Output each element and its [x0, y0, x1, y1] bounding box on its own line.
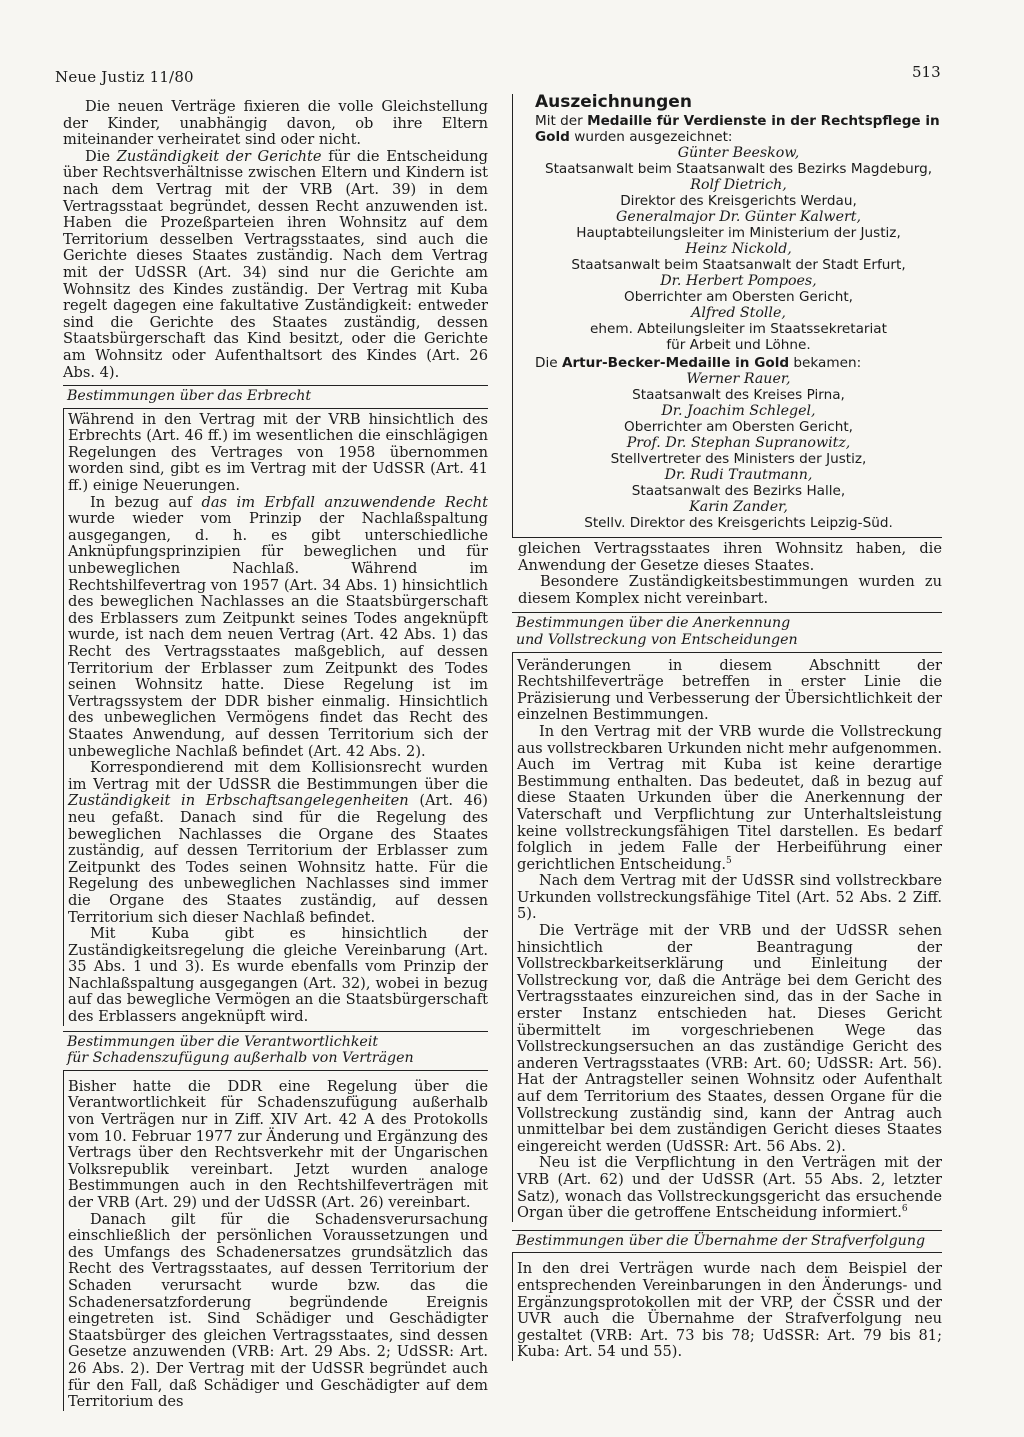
awards-box: [512, 94, 942, 538]
text-span: Korrespondierend mit dem Kollisionsrecht wurden im Vertrag mit der UdSSR die Bestimmungen über die: [68, 759, 488, 793]
section-heading-anerkennung: [512, 613, 942, 651]
section-body: [512, 1253, 942, 1361]
text-span: Die: [85, 147, 117, 165]
medal-name: Artur-Becker-Medaille in Gold: [561, 355, 790, 371]
paragraph: Während in den Vertrag mit der VRB hinsichtlich des Erbrechts (Art. 46 ff.) im wesentlichen die einschlägigen Regelungen des Vertrages von 1958 übernommen worden sind, gibt es im Vertrag mit der UdSSR (Art. 41 ff.) einige Neuerungen.: [68, 410, 488, 495]
paragraph: [68, 495, 488, 761]
awardee-name: Heinz Nickold,: [685, 241, 792, 257]
award-role: Staatsanwalt des Kreises Pirna,: [632, 387, 845, 403]
paragraph: [63, 149, 488, 381]
award-role: Staatsanwalt beim Staatsanwalt der Stadt Erfurt,: [571, 257, 906, 273]
becker-medal-list: [535, 371, 942, 531]
paragraph: In den drei Verträgen wurde nach dem Beispiel der entsprechenden Vereinbarungen in den Änderungs- und Ergänzungsprotokollen mit der VRP, der ČSSR und der UVR auch die Übernahme der Strafverfolgung neu gestaltet (VRB: Art. 73 bis 78; UdSSR: Art. 79 bis 81; Kuba: Art. 54 und 55).: [517, 1260, 942, 1361]
awardee-name: Günter Beeskow,: [677, 145, 800, 161]
awardee-name: Rolf Dietrich,: [690, 177, 787, 193]
paragraph: Die Verträge mit der VRB und der UdSSR sehen hinsichtlich der Beantragung der Vollstreckbarkeitserklärung und Einleitung der Vollstreckung vor, daß die Anträge bei dem Gericht des Vertragsstaates einzureichen sind, das in der Sache in erster Instanz entschieden hat. Dieses Gericht übermittelt im vorgeschriebenen Wege das Vollstreckungsersuchen an das zuständige Gericht des anderen Vertragsstaates (VRB: Art. 60; UdSSR: Art. 56). Hat der Antragsteller seinen Wohnsitz oder Aufenthalt auf dem Territorium des Staates, dessen Organe für die Vollstreckung zuständig sind, kann der Antrag auch unmittelbar bei dem zuständigen Gericht dieses Staates eingereicht werden (UdSSR: Art. 56 Abs. 2).: [517, 922, 942, 1155]
paragraph: Mit Kuba gibt es hinsichtlich der Zuständigkeitsregelung die gleiche Vereinbarung (Art. 35 Abs. 1 und 3). Es wurde ebenfalls vom Prinzip der Nachlaßspaltung ausgegangen (Art. 32), wobei in bezug auf das bewegliche Vermögen an die Staatsbürgerschaft des Erblassers angeknüpft wird.: [68, 925, 488, 1026]
awardee-name: Werner Rauer,: [686, 371, 791, 387]
text-span: wurde wieder vom Prinzip der Nachlaßspaltung ausgegangen, d. h. es gibt unterschiedliche Anknüpfungsprinzipien für beweglichen und für unbeweglichen Nachlaß. Während im Rechtshilfevertrag von 1957 (Art. 34 Abs. 1) hinsichtlich des beweglichen Nachlasses an die Staatsbürgerschaft des Erblassers zum Zeitpunkt seines Todes angeknüpft wurde, ist nach dem neuen Vertrag (Art. 42 Abs. 1) das Recht des Vertragsstaates maßgeblich, auf dessen Territorium der Erblasser zum Zeitpunkt des Todes seinen Wohnsitz hatte. Diese Regelung ist im Vertragssystem der DDR bisher einmalig. Hinsichtlich des unbeweglichen Vermögens findet das Recht des Staates Anwendung, auf dessen Territorium sich der unbewegliche Nachlaß befindet (Art. 42 Abs. 2).: [68, 510, 488, 760]
awardee-name: Prof. Dr. Stephan Supranowitz,: [626, 435, 851, 451]
text-span: Neu ist die Verpflichtung in den Verträgen mit der VRB (Art. 62) und der UdSSR (Art. 55 Abs. 2, letzter Satz), wonach das Vollstreckungsgericht das ersuchende Organ über die getroffene Entscheidung informiert.: [517, 1154, 942, 1222]
footnote-marker: 5: [726, 855, 732, 866]
text-span: Mit der: [535, 113, 588, 129]
paragraph: Besondere Zuständigkeitsbestimmungen wurden zu diesem Komplex nicht vereinbart.: [518, 573, 942, 607]
paragraph: Veränderungen in diesem Abschnitt der Rechtshilfeverträge betreffen in erster Linie die Präzisierung und Verbesserung der Übersichtlichkeit der einzelnen Bestimmungen.: [517, 656, 942, 724]
paragraph: Nach dem Vertrag mit der UdSSR sind vollstreckbare Urkunden vollstreckungsfähige Titel (Art. 52 Abs. 2 Ziff. 5).: [517, 872, 942, 923]
awards-title: Auszeichnungen: [535, 92, 692, 112]
award-role: Staatsanwalt des Bezirks Halle,: [631, 483, 846, 499]
text-span: In den Vertrag mit der VRB wurde die Vollstreckung aus vollstreckbaren Urkunden nicht mehr aufgenommen. Auch im Vertrag mit Kuba ist keine derartige Bestimmung enthalten. Das bedeutet, daß in bezug auf diese Staaten Urkunden über die Anerkennung der Vaterschaft und Verpflichtung zur Unterhaltsleistung keine vollstreckungsfähigen Titel darstellen. Es bedarf folglich in jedem Falle der Herbeiführung einer gerichtlichen Entscheidung.: [517, 722, 942, 873]
section-body: [512, 653, 942, 1222]
award-role: Staatsanwalt beim Staatsanwalt des Bezirks Magdeburg,: [544, 161, 933, 177]
paragraph: gleichen Vertragsstaates ihren Wohnsitz haben, die Anwendung der Gesetze dieses Staates.: [518, 540, 942, 574]
section-heading-verantwortlichkeit: [63, 1032, 488, 1070]
heading-line: und Vollstreckung von Entscheidungen: [516, 631, 798, 648]
award-role: Direktor des Kreisgerichts Werdau,: [620, 193, 857, 209]
text-span: Die: [535, 355, 562, 371]
text-span: In bezug auf: [90, 493, 202, 511]
emphasis: Zuständigkeit in Erbschaftsangelegenheiten: [68, 792, 409, 810]
running-header: Neue Justiz 11/80: [55, 68, 194, 86]
text-span: wurden ausgezeichnet:: [569, 129, 733, 145]
awards-intro: [535, 113, 942, 145]
awardee-name: Generalmajor Dr. Günter Kalwert,: [616, 209, 861, 225]
becker-intro: [535, 355, 942, 371]
award-role: Oberrichter am Obersten Gericht,: [624, 419, 853, 435]
section-body: [63, 409, 488, 1026]
paragraph: Die neuen Verträge fixieren die volle Gleichstellung der Kinder, unabhängig davon, ob ihre Eltern miteinander verheiratet sind oder nicht.: [63, 98, 488, 149]
awardee-name: Dr. Rudi Trautmann,: [664, 467, 813, 483]
right-column: [512, 541, 942, 1361]
paragraph: [517, 1155, 942, 1221]
footnote-marker: 6: [901, 1204, 908, 1215]
award-role: für Arbeit und Löhne.: [666, 337, 811, 353]
award-role: Oberrichter am Obersten Gericht,: [624, 289, 853, 305]
left-column: [63, 99, 488, 1411]
section-heading-strafverfolgung: Bestimmungen über die Übernahme der Strafverfolgung: [516, 1232, 926, 1249]
award-role: Hauptabteilungsleiter im Ministerium der Justiz,: [576, 225, 901, 241]
awardee-name: Karin Zander,: [689, 499, 788, 515]
paragraph: Bisher hatte die DDR eine Regelung über die Verantwortlichkeit für Schadenszufügung außerhalb von Verträgen nur in Ziff. XIV Art. 42 A des Protokolls vom 10. Februar 1977 zur Änderung und Ergänzung des Vertrags über den Rechtsverkehr mit der Ungarischen Volksrepublik vereinbart. Jetzt wurden analoge Bestimmungen auch in den Rechtshilfeverträgen mit der VRB (Art. 29) und der UdSSR (Art. 26) vereinbart.: [68, 1077, 488, 1211]
section-body: [63, 1071, 488, 1411]
awardee-name: Alfred Stolle,: [691, 305, 786, 321]
paragraph: Danach gilt für die Schadensverursachung einschließlich der persönlichen Voraussetzungen und des Umfangs des Schadenersatzes grundsätzlich das Recht des Vertragsstaates, auf dessen Territorium der Schaden verursacht wurde bzw. das die Schadenersatzforderung begründende Ereignis eingetreten ist. Sind Schädiger und Geschädigter Staatsbürger des gleichen Vertragsstaates, sind dessen Gesetze anzuwenden (VRB: Art. 29 Abs. 2; UdSSR: Art. 26 Abs. 2). Der Vertrag mit der UdSSR begründet auch für den Fall, daß Schädiger und Geschädigter auf dem Territorium des: [68, 1210, 488, 1411]
medal-name: Medaille für Verdienste in der Rechtspflege in Gold: [535, 113, 940, 145]
heading-line: für Schadenszufügung außerhalb von Verträgen: [67, 1050, 414, 1067]
awardee-name: Dr. Herbert Pompoes,: [660, 273, 817, 289]
paragraph: [517, 724, 942, 873]
award-role: ehem. Abteilungsleiter im Staatssekretariat: [590, 321, 887, 337]
heading-line: Bestimmungen über die Verantwortlichkeit: [67, 1033, 379, 1050]
emphasis: das im Erbfall anzuwendende Recht: [201, 493, 488, 511]
awardee-name: Dr. Joachim Schlegel,: [661, 403, 816, 419]
emphasis: Zuständigkeit der Gerichte: [116, 147, 322, 165]
award-role: Stellvertreter des Ministers der Justiz,: [610, 451, 867, 467]
gold-medal-list: [535, 145, 942, 337]
text-span: bekamen:: [789, 355, 862, 371]
heading-line: Bestimmungen über die Anerkennung: [516, 615, 791, 632]
text-span: für die Entscheidung über Rechtsverhältnisse zwischen Eltern und Kindern ist nach dem Vertrag mit der VRB (Art. 39) in dem Vertragsstaat begründet, dessen Recht anzuwenden ist. Haben die Prozeßparteien ihren Wohnsitz auf dem Territorium desselben Vertragsstaates, sind auch die Gerichte dieses Staates zuständig. Nach dem Vertrag mit der UdSSR (Art. 34) sind nur die Gerichte am Wohnsitz des Kindes zuständig. Der Vertrag mit Kuba regelt dagegen eine fakultative Zuständigkeit: entweder sind die Gerichte des Staates zuständig, dessen Staatsbürgerschaft das Kind besitzt, oder die Gerichte am Wohnsitz oder Aufenthaltsort des Kindes (Art. 26 Abs. 4).: [63, 147, 488, 381]
award-role: Stellv. Direktor des Kreisgerichts Leipzig-Süd.: [584, 515, 893, 531]
paragraph: [68, 760, 488, 926]
section-heading-erbrecht: Bestimmungen über das Erbrecht: [67, 388, 312, 405]
page-number: 513: [912, 63, 941, 81]
text-span: (Art. 46) neu gefaßt. Danach sind für die Regelung des beweglichen Nachlasses die Organe des Staates zuständig, auf dessen Territorium der Erblasser zum Zeitpunkt des Todes seinen Wohnsitz hatte. Für die Regelung des unbeweglichen Nachlasses sind immer die Organe des Staates zuständig, auf dessen Territorium sich dieser Nachlaß befindet.: [68, 792, 488, 926]
